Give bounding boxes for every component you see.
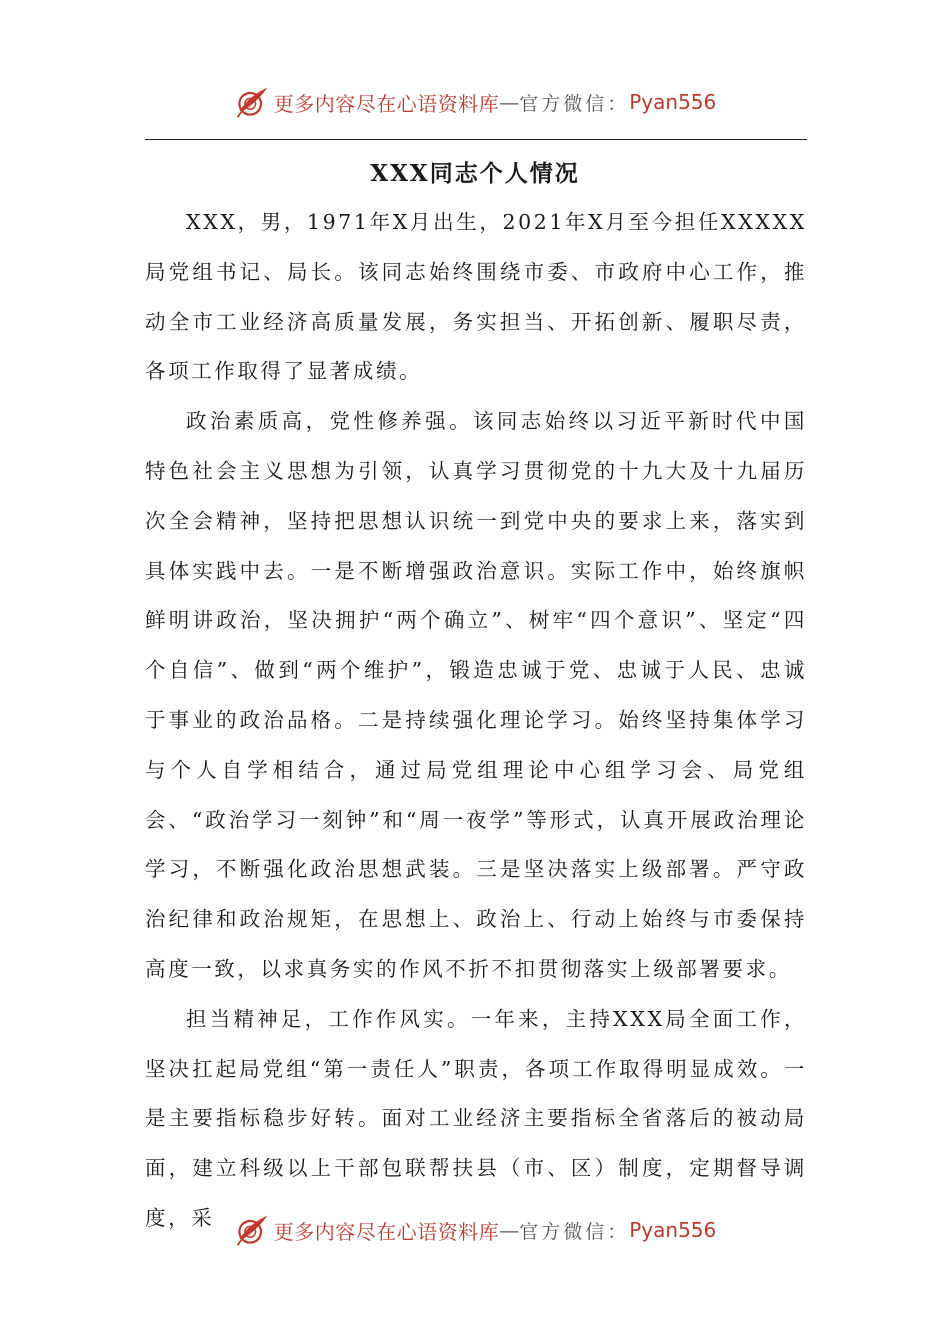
paragraph-responsibility: 担当精神足，工作作风实。一年来，主持XXX局全面工作，坚决扛起局党组“第一责任人”职责，各项工作取得明显成效。一是主要指标稳步好转。面对工业经济主要指标全省落后的被动局面，建立科级以上干部包联帮扶县（市、区）制度，定期督导调度，采 (145, 1006, 807, 1230)
document-title: XXX同志个人情况 (370, 160, 580, 187)
paragraph-political-quality: 政治素质高，党性修养强。该同志始终以习近平新时代中国特色社会主义思想为引领，认真学习贯彻党的十九大及十九届历次全会精神，坚持把思想认识统一到党中央的要求上来，落实到具体实践中去。一是不断增强政治意识。实际工作中，始终旗帜鲜明讲政治，坚决拥护“两个确立”、树牢“四个意识”、坚定“四个自信”、做到“两个维护”，锻造忠诚于党、忠诚于人民、忠诚于事业的政治品格。二是持续强化理论学习。始终坚持集体学习与个人自学相结合，通过局党组理论中心组学习会、局党组会、“政治学习一刻钟”和“周一夜学”等形式，认真开展政治理论学习，不断强化政治思想武装。三是坚决落实上级部署。严守政治纪律和政治规矩，在思想上、政治上、行动上始终与市委保持高度一致，以求真务实的作风不折不扣贯彻落实上级部署要求。 (145, 409, 807, 981)
watermark-official-label: 官方微信： (519, 92, 630, 115)
watermark-main-text: 更多内容尽在心语资料库 (273, 1219, 500, 1244)
watermark-footer (0, 1210, 950, 1250)
watermark-separator: — (499, 90, 520, 114)
watermark-wechat-id: Pyan556 (629, 1218, 717, 1242)
header-divider (145, 139, 807, 140)
watermark-header (0, 82, 950, 122)
quill-pen-logo-icon (234, 84, 270, 120)
paragraph-intro: XXX，男，1971年X月出生，2021年X月至今担任XXXXX局党组书记、局长。该同志始终围绕市委、市政府中心工作，推动全市工业经济高质量发展，务实担当、开拓创新、履职尽责，各项工作取得了显著成绩。 (145, 210, 807, 384)
quill-pen-logo-icon (234, 1212, 270, 1248)
watermark-wechat-id: Pyan556 (629, 90, 717, 114)
watermark-separator: — (499, 1218, 520, 1242)
watermark-main-text: 更多内容尽在心语资料库 (273, 91, 500, 116)
watermark-official-label: 官方微信： (519, 1220, 630, 1243)
document-body (145, 198, 807, 1244)
